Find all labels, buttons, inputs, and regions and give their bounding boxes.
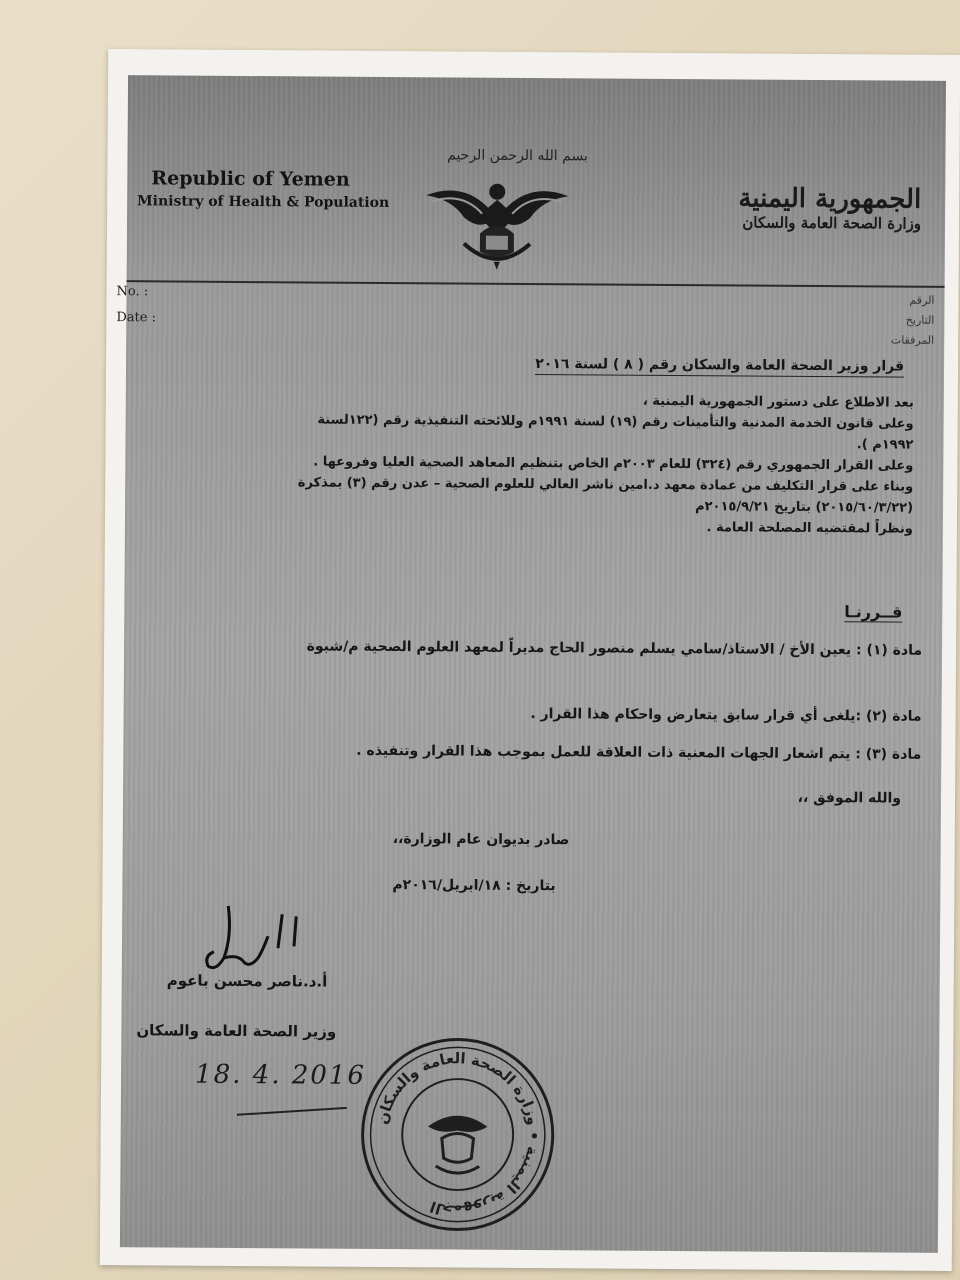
article-1: مادة (١) : يعين الأخ / الاستاذ/سامي يسلم منصور الحاج مديراً لمعهد العلوم الصحية م/شبوة <box>306 638 923 659</box>
photocopy-area <box>116 75 946 1253</box>
preamble-item: وبناء على قرار التكليف من عمادة معهد د.امين ناشر العالي للعلوم الصحية – عدن رقم (٣) بمذكرة (٢٠١٥/٦٠/٣/٢٢) بتاريخ ٢٠١٥/٩/٢١م <box>297 475 914 516</box>
english-republic: Republic of Yemen <box>151 167 350 191</box>
attachments-field: المرفقات <box>890 333 935 347</box>
decree-date: بتاريخ : ١٨/ابريل/٢٠١٦م <box>392 877 556 895</box>
signatory-name: أ.د.ناصر محسن باعوم <box>166 971 328 991</box>
document-paper <box>100 49 960 1271</box>
signatory-title: وزير الصحة العامة والسكان <box>136 1021 337 1041</box>
english-letterhead <box>137 167 389 211</box>
date-field: Date : <box>116 310 157 326</box>
preamble-item: وعلى القرار الجمهوري رقم (٣٢٤) للعام ٢٠٠٣م الخاص بتنظيم المعاهد الصحية العليا وفروعها . <box>313 454 914 474</box>
date-field-ar: التاريخ <box>905 313 935 327</box>
handwritten-date: 18. 4. 2016 <box>194 1059 367 1091</box>
preamble-item: وعلى قانون الخدمة المدنية والتأمينات رقم (١٩) لسنة ١٩٩١م وللائحته التنفيذية رقم (١٢٢لسنة ١٩٩٢م ). <box>317 412 914 453</box>
article-2: مادة (٢) :يلغى أي قرار سابق يتعارض واحكام هذا القرار . <box>530 706 922 725</box>
eagle-emblem-icon <box>422 177 573 270</box>
ref-field: الرقم <box>909 293 935 307</box>
preamble <box>273 388 914 539</box>
english-ministry: Ministry of Health & Population <box>137 193 390 212</box>
decree-title: قرار وزير الصحة العامة والسكان رقم ( ٨ ) لسنة ٢٠١٦ <box>244 354 904 375</box>
english-reference-fields <box>116 279 156 331</box>
arabic-reference-fields <box>891 291 935 351</box>
arabic-republic: الجمهورية اليمنية <box>738 183 922 215</box>
handwritten-underline <box>237 1107 347 1116</box>
basmala: بسم الله الرحمن الرحيم <box>447 147 588 165</box>
no-field: No. : <box>116 284 149 300</box>
preamble-item: بعد الاطلاع على دستور الجمهورية اليمنية ، <box>642 393 914 411</box>
issued-line: صادر بديوان عام الوزارة،، <box>392 831 570 849</box>
header-rule <box>127 280 945 288</box>
ministry-seal-icon <box>358 1035 557 1234</box>
preamble-item: ونظراً لمقتضيه المصلحة العامة . <box>706 520 913 537</box>
article-3: مادة (٣) : يتم اشعار الجهات المعنية ذات العلاقة للعمل بموجب هذا القرار وتنفيذه . <box>356 742 922 763</box>
arabic-ministry: وزارة الصحة العامة والسكان <box>742 213 922 233</box>
closing-line: والله الموفق ،، <box>797 789 902 807</box>
arabic-letterhead <box>738 183 921 232</box>
decided-heading: قــررنـا <box>844 602 903 622</box>
seal-text: الجمهورية اليمنية • وزارة الصحة العامة والسكان <box>373 1049 544 1220</box>
